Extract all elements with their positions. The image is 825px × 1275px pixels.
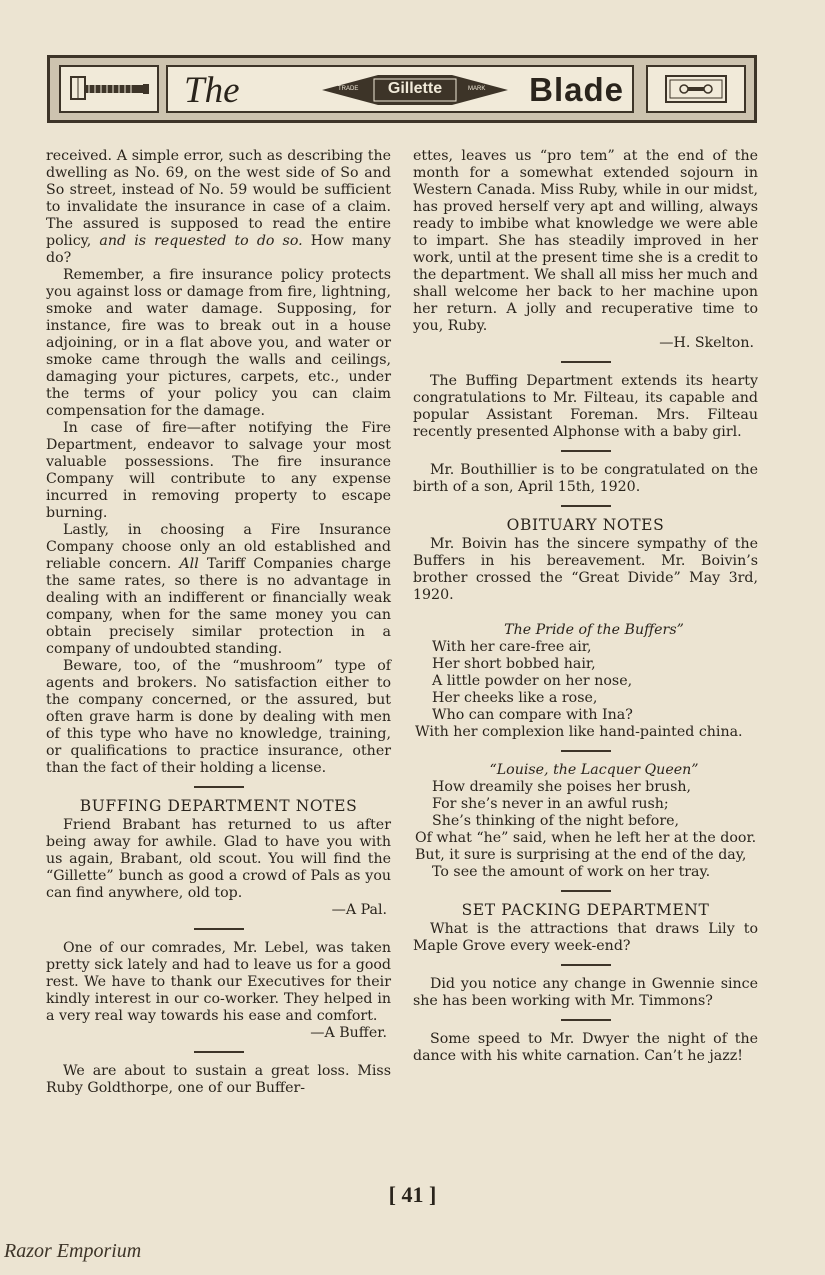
divider	[561, 1019, 611, 1021]
right-paragraph-1: ettes, leaves us “pro tem” at the end of the month for a somewhat extended sojourn in Western Canada. Miss Ruby, while in our midst, has proved herself very apt and willing, always ready to imbibe what knowledge we were able to impart. She has steadily improved in her work, until at the present time she is a credit to the department. We shall all miss her much and shall welcome her back to her machine upon her return. A jolly and recuperative time to you, Ruby.	[413, 148, 758, 334]
divider	[561, 964, 611, 966]
set-packing-paragraph-2: Did you notice any change in Gwennie since she has been working with Mr. Timmons?	[413, 976, 758, 1009]
masthead-title-panel	[166, 65, 634, 113]
right-column	[413, 148, 758, 1065]
poem-line: Who can compare with Ina?	[432, 707, 633, 723]
buffing-paragraph-1: Friend Brabant has returned to us after being away for awhile. Glad to have you with us again, Brabant, old scout. You will find the “Gillette” bunch as good a crowd of Pals as you can find anywhere, old top.	[46, 817, 391, 901]
left-paragraph-1: received. A simple error, such as describing the dwelling as No. 69, on the west side of So and So street, instead of No. 59 would be sufficient to invalidate the insurance in case of a claim. The assured is supposed to read the entire policy, and is requested to do so. How many do?	[46, 148, 391, 266]
left-paragraph-5: Beware, too, of the “mushroom” type of agents and brokers. No satisfaction either to the company concerned, or the assured, but often grave harm is done by dealing with men of this type who have no knowledge, training, or qualifications to practice insurance, other than the fact of their holding a license.	[46, 658, 391, 776]
masthead-razor-panel	[59, 65, 159, 113]
poem-louise-title: “Louise, the Lacquer Queen”	[489, 762, 699, 778]
left-paragraph-2: Remember, a fire insurance policy protects you against loss or damage from fire, lightning, smoke and water damage. Supposing, for instance, fire was to break out in a house adjoining, or in a flat above you, and water or smoke came through the walls and ceilings, damaging your pictures, carpets, etc., under the terms of your policy you can claim compensation for the damage.	[46, 267, 391, 419]
razor-blade-icon	[648, 67, 744, 111]
poem-line: To see the amount of work on her tray.	[432, 864, 711, 880]
divider	[561, 450, 611, 452]
signature-a-pal: —A Pal.	[331, 902, 387, 918]
obituary-paragraph: Mr. Boivin has the sincere sympathy of the Buffers in his bereavement. Mr. Boivin’s brother crossed the “Great Divide” May 3rd, 1920.	[413, 536, 758, 603]
poem-line: With her care-free air,	[432, 639, 592, 655]
buffing-department-heading: BUFFING DEPARTMENT NOTES	[79, 797, 358, 815]
masthead-the: The	[184, 70, 240, 111]
poem-line: Her cheeks like a rose,	[432, 690, 598, 706]
gillette-diamond-logo	[322, 70, 508, 110]
mark-label: MARK	[468, 86, 486, 92]
masthead	[47, 55, 757, 123]
obituary-heading: OBITUARY NOTES	[506, 516, 665, 534]
divider	[194, 928, 244, 930]
signature-h-skelton: —H. Skelton.	[659, 335, 754, 351]
masthead-blade-panel	[646, 65, 746, 113]
divider	[561, 750, 611, 752]
signature-a-buffer: —A Buffer.	[310, 1025, 387, 1041]
right-paragraph-2: The Buffing Department extends its hearty congratulations to Mr. Filteau, its capable and popular Assistant Foreman. Mrs. Filteau recently presented Alphonse with a baby girl.	[413, 373, 758, 440]
poem-line: With her complexion like hand-painted china.	[415, 724, 743, 740]
poem-line: A little powder on her nose,	[432, 673, 633, 689]
buffing-paragraph-2: One of our comrades, Mr. Lebel, was taken pretty sick lately and had to leave us for a good rest. We have to thank our Executives for their kindly interest in our co-worker. They helped in a very real way towards his ease and comfort.	[46, 940, 391, 1024]
set-packing-heading: SET PACKING DEPARTMENT	[461, 901, 710, 919]
poem-line: For she’s never in an awful rush;	[432, 796, 669, 812]
poem-pride-title: The Pride of the Buffers”	[504, 622, 684, 638]
trade-label: TRADE	[338, 86, 359, 92]
masthead-blade: Blade	[529, 71, 624, 108]
safety-razor-icon	[61, 67, 157, 111]
divider	[561, 505, 611, 507]
left-paragraph-3: In case of fire—after notifying the Fire Department, endeavor to salvage your most valuable possessions. The fire insurance Company will contribute to any expense incurred in removing property to escape burning.	[46, 420, 391, 521]
divider	[561, 890, 611, 892]
poem-line: Her short bobbed hair,	[432, 656, 596, 672]
page-number: [ 41 ]	[388, 1182, 437, 1207]
poem-line: Of what “he” said, when he left her at the door.	[415, 830, 757, 846]
poem-line: But, it sure is surprising at the end of the day,	[415, 847, 747, 863]
poem-line: How dreamily she poises her brush,	[432, 779, 692, 795]
poem-line: She’s thinking of the night before,	[432, 813, 680, 829]
razor-emporium-watermark: Razor Emporium	[4, 1240, 142, 1262]
divider	[561, 361, 611, 363]
set-packing-paragraph-1: What is the attractions that draws Lily to Maple Grove every week-end?	[413, 921, 758, 954]
left-column	[46, 148, 391, 1097]
gillette-logo-word: Gillette	[387, 80, 443, 97]
divider	[194, 786, 244, 788]
buffing-paragraph-3: We are about to sustain a great loss. Miss Ruby Goldthorpe, one of our Buffer-	[46, 1063, 391, 1096]
right-paragraph-3: Mr. Bouthillier is to be congratulated on the birth of a son, April 15th, 1920.	[413, 462, 758, 495]
left-paragraph-4: Lastly, in choosing a Fire Insurance Company choose only an old established and reliable concern. All Tariff Companies charge the same rates, so there is no advantage in dealing with an indifferent or financially weak company, when for the same money you can obtain precisely similar protection in a company of undoubted standing.	[46, 522, 391, 657]
divider	[194, 1051, 244, 1053]
set-packing-paragraph-3: Some speed to Mr. Dwyer the night of the dance with his white carnation. Can’t he jazz!	[413, 1031, 758, 1064]
